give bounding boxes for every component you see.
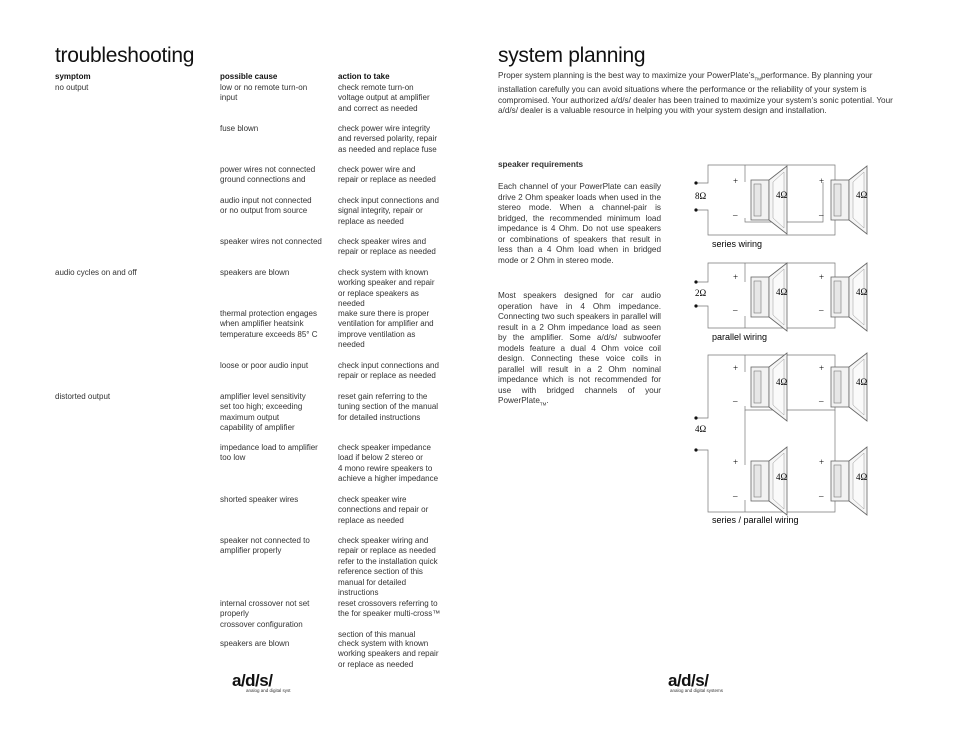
sp-plus-2: + bbox=[819, 363, 825, 373]
table-cell-action: make sure there is proper ventilation for amplifier and improve ventilation as needed bbox=[338, 309, 434, 350]
table-cell-cause: loose or poor audio input bbox=[220, 361, 309, 370]
table-cell-cause: fuse blown bbox=[220, 124, 259, 133]
cause-header: possible cause bbox=[220, 72, 278, 81]
table-cell-symptom: no output bbox=[55, 83, 89, 92]
series-speaker2-ohm: 4Ω bbox=[856, 190, 868, 200]
sp-minus-3: – bbox=[733, 491, 738, 501]
table-cell-cause: speakers are blown bbox=[220, 268, 290, 277]
table-cell-cause: thermal protection engages when amplifier heatsink temperature exceeds 85° C bbox=[220, 309, 318, 339]
table-cell-cause: speaker not connected to amplifier properly bbox=[220, 536, 310, 556]
parallel-wiring-caption: parallel wiring bbox=[712, 332, 768, 342]
sp-plus-4: + bbox=[819, 457, 825, 467]
parallel-minus-2: – bbox=[819, 305, 824, 315]
intro-tm: TM bbox=[754, 76, 762, 82]
series-plus-2: + bbox=[819, 176, 825, 186]
ads-logo-mark: a/d/s/ bbox=[668, 671, 709, 690]
series-total-ohm: 8Ω bbox=[695, 191, 707, 201]
parallel-minus-1: – bbox=[733, 305, 738, 315]
symptom-header: symptom bbox=[55, 72, 91, 81]
table-cell-cause: shorted speaker wires bbox=[220, 495, 299, 504]
speaker-requirements-heading: speaker requirements bbox=[498, 160, 584, 169]
sp-minus-1: – bbox=[733, 396, 738, 406]
table-cell-cause: internal crossover not set properly crossover configuration bbox=[220, 599, 310, 629]
speaker-paragraph-2 bbox=[498, 291, 661, 410]
series-speaker1-ohm: 4Ω bbox=[776, 190, 788, 200]
sp-speaker1-ohm: 4Ω bbox=[776, 377, 788, 387]
troubleshooting-title: troubleshooting bbox=[55, 44, 195, 67]
speaker-paragraph-1: Each channel of your PowerPlate can easily drive 2 Ohm speaker loads when used in the stereo mode. When a channel-pair is bridged, the recommended minimum load impedance is 4 Ohm. Do not use speakers or combinations of speakers that result in less than a 4 Ohm load when in bridged mode or 2 Ohm in stereo mode. bbox=[498, 182, 661, 265]
series-wiring-diagram bbox=[694, 165, 867, 249]
table-cell-cause: amplifier level sensitivity set too high; exceeding maximum output capability of amplifier bbox=[220, 392, 306, 433]
table-cell-cause: impedance load to amplifier too low bbox=[220, 443, 318, 463]
table-cell-cause: speakers are blown bbox=[220, 639, 290, 648]
table-cell-action: reset crossovers referring to the for speaker multi-cross™ section of this manual bbox=[338, 599, 441, 640]
table-cell-action: check remote turn-on voltage output at amplifier and correct as needed bbox=[338, 83, 430, 113]
para2-end: . bbox=[546, 396, 549, 405]
parallel-speaker2-ohm: 4Ω bbox=[856, 287, 868, 297]
series-minus-2: – bbox=[819, 210, 824, 220]
sp-speaker2-ohm: 4Ω bbox=[856, 377, 868, 387]
table-cell-symptom: audio cycles on and off bbox=[55, 268, 137, 277]
para2-tm: TM bbox=[539, 401, 547, 407]
parallel-wiring-diagram bbox=[694, 263, 867, 342]
parallel-speaker1-ohm: 4Ω bbox=[776, 287, 788, 297]
system-planning-title: system planning bbox=[498, 44, 646, 67]
table-cell-cause: audio input not connected or no output from source bbox=[220, 196, 312, 216]
wiring-diagrams bbox=[685, 160, 905, 530]
action-header: action to take bbox=[338, 72, 390, 81]
intro-text-a: Proper system planning is the best way to maximize your PowerPlate’s bbox=[498, 71, 755, 80]
series-parallel-wiring-diagram bbox=[694, 353, 867, 525]
table-cell-symptom: distorted output bbox=[55, 392, 111, 401]
series-parallel-wiring-caption: series / parallel wiring bbox=[712, 515, 799, 525]
sp-minus-4: – bbox=[819, 491, 824, 501]
table-cell-action: reset gain referring to the tuning section of the manual for detailed instructions bbox=[338, 392, 439, 422]
sp-speaker3-ohm: 4Ω bbox=[776, 472, 788, 482]
parallel-total-ohm: 2Ω bbox=[695, 288, 707, 298]
table-cell-action: check speaker wires and repair or replace as needed bbox=[338, 237, 436, 257]
table-cell-action: check system with known working speakers and repair or replace as needed bbox=[338, 639, 439, 669]
table-cell-action: check speaker impedance load if below 2 stereo or 4 mono rewire speakers to achieve a higher impedance bbox=[338, 443, 439, 484]
table-cell-action: check power wire and repair or replace as needed bbox=[338, 165, 436, 185]
series-plus-1: + bbox=[733, 176, 739, 186]
sp-total-ohm: 4Ω bbox=[695, 424, 707, 434]
table-cell-action: check input connections and repair or replace as needed bbox=[338, 361, 439, 381]
table-cell-cause: speaker wires not connected bbox=[220, 237, 322, 246]
para2-text: Most speakers designed for car audio operation have in 4 Ohm impedance. Connecting two such speakers in parallel will result in a 2 Ohm impedance load as seen by the amplifier. Some a/d/s/ subwoofer models feature a dual 4 Ohm voice coil design. Connecting these voice coils in parallel will result in a 2 Ohm nominal impedance which is not recommended for use with bridged channels of your PowerPlate bbox=[498, 291, 661, 405]
table-cell-action: check speaker wire connections and repair or replace as needed bbox=[338, 495, 429, 525]
ads-logo-tagline: analog and digital systems bbox=[670, 688, 724, 693]
sp-plus-3: + bbox=[733, 457, 739, 467]
parallel-plus-1: + bbox=[733, 272, 739, 282]
series-minus-1: – bbox=[733, 210, 738, 220]
table-cell-action: check input connections and signal integrity, repair or replace as needed bbox=[338, 196, 439, 226]
sp-minus-2: – bbox=[819, 396, 824, 406]
series-wiring-caption: series wiring bbox=[712, 239, 763, 249]
sp-speaker4-ohm: 4Ω bbox=[856, 472, 868, 482]
planning-intro bbox=[498, 71, 900, 117]
table-cell-cause: low or no remote turn-on input bbox=[220, 83, 308, 103]
parallel-plus-2: + bbox=[819, 272, 825, 282]
table-cell-action: check power wire integrity and reversed polarity, repair as needed and replace fuse bbox=[338, 124, 438, 154]
table-cell-action: check system with known working speaker and repair or replace speakers as needed bbox=[338, 268, 435, 309]
table-cell-cause: power wires not connected ground connections and bbox=[220, 165, 316, 185]
table-cell-action: check speaker wiring and repair or replace as needed refer to the installation quick reference section of this manual for detailed instructions bbox=[338, 536, 438, 598]
ads-logo-tagline: analog and digital syst bbox=[246, 688, 291, 693]
intro-text-b: performance. By planning your installation carefully you can avoid situations where the performance or the reliability of your system is compromised. Your authorized a/d/s/ dealer has been trained to maximize your system’s sonic potential. Your a/d/s/ dealer is a valuable resource in helping you with your system design and installation. bbox=[498, 71, 893, 116]
sp-plus-1: + bbox=[733, 363, 739, 373]
ads-logo-mark: a/d/s/ bbox=[232, 671, 273, 690]
